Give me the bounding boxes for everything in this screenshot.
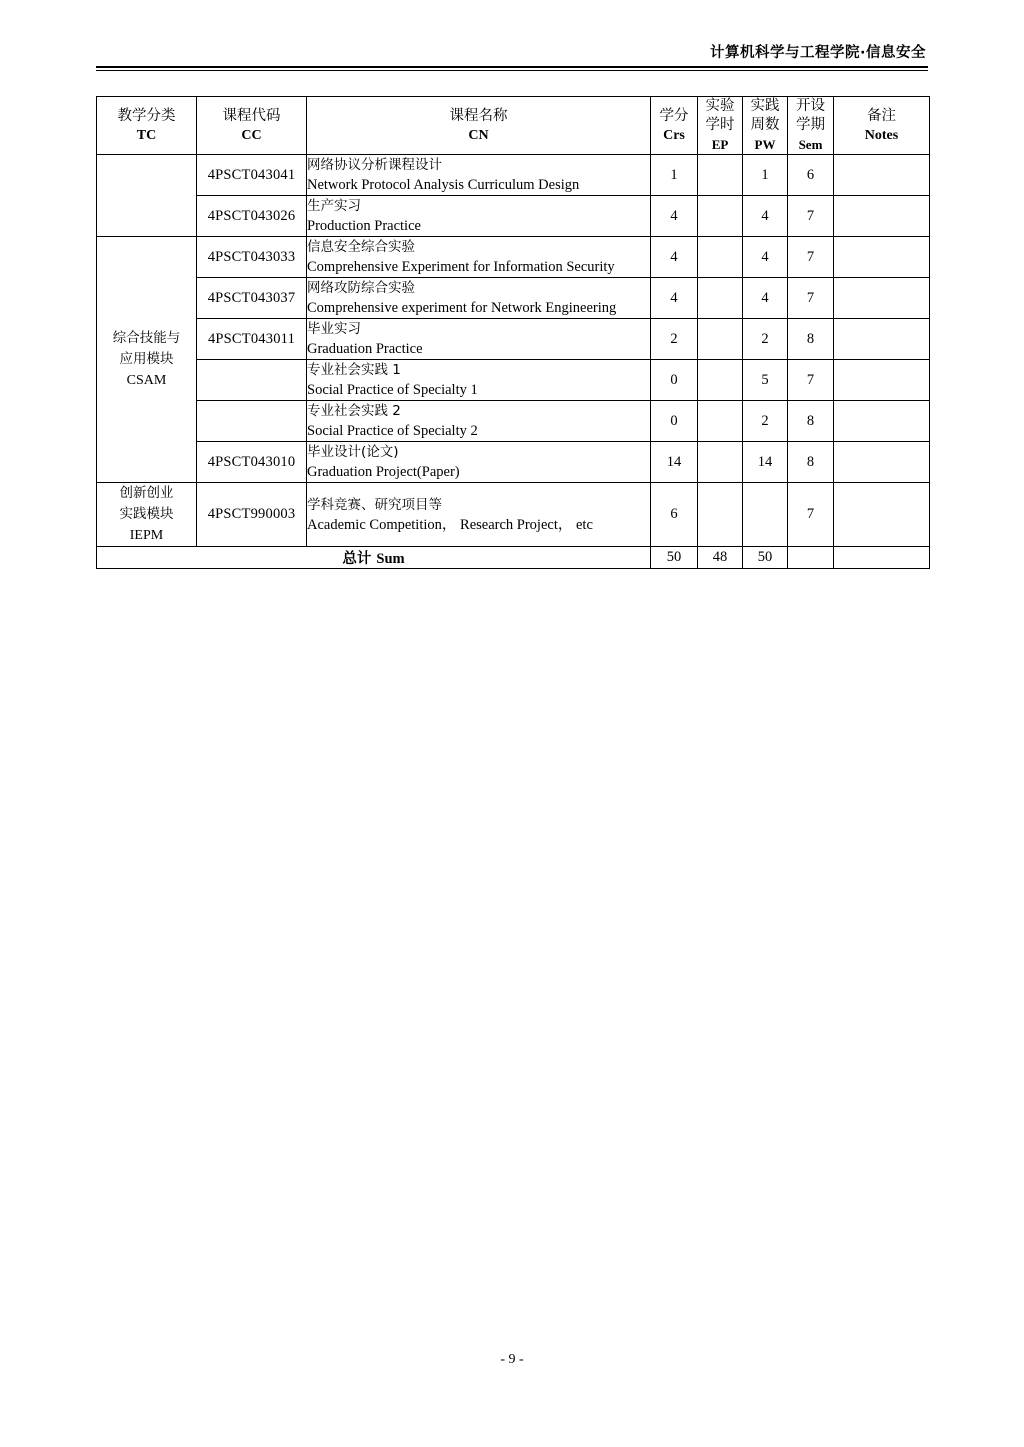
practice-weeks: 5: [743, 360, 788, 401]
course-name-en: Academic Competition， Research Project， etc: [307, 516, 593, 533]
credits: 6: [651, 483, 698, 547]
module-cell-csam: [97, 237, 197, 483]
semester: 7: [788, 237, 834, 278]
course-code: [197, 360, 307, 401]
table-row: [97, 196, 930, 237]
col-header-crs: 学分 Crs: [651, 97, 698, 155]
course-name-en: Social Practice of Specialty 1: [307, 382, 478, 398]
notes: [834, 196, 930, 237]
credits: 1: [651, 155, 698, 196]
notes: [834, 237, 930, 278]
practice-weeks: [743, 483, 788, 547]
col-header-pw: 实践 周数 PW: [743, 97, 788, 155]
practice-weeks: 4: [743, 196, 788, 237]
col-header-sem: 开设 学期 Sem: [788, 97, 834, 155]
sum-semester: [788, 547, 834, 569]
sum-practice-weeks: 50: [743, 547, 788, 569]
course-code: 4PSCT043026: [197, 196, 307, 237]
course-name: [307, 483, 651, 547]
table-row: [97, 442, 930, 483]
table-row: [97, 278, 930, 319]
module-label-en: CSAM: [126, 373, 167, 388]
table-row: [97, 360, 930, 401]
course-name: [307, 278, 651, 319]
course-name-en: Comprehensive experiment for Network Engineering: [307, 300, 617, 316]
module-label-en: IEPM: [129, 528, 164, 543]
curriculum-table: [96, 96, 930, 569]
practice-weeks: 2: [743, 319, 788, 360]
course-name-cn: 毕业实习: [307, 321, 361, 337]
notes: [834, 483, 930, 547]
semester: 7: [788, 278, 834, 319]
table-row: [97, 237, 930, 278]
course-name: [307, 155, 651, 196]
module-label-cn-line1: 创新创业: [119, 485, 174, 501]
course-name: [307, 442, 651, 483]
course-name: [307, 196, 651, 237]
course-name-cn: 毕业设计(论文): [307, 444, 399, 460]
credits: 4: [651, 196, 698, 237]
page-footer: [0, 1352, 1024, 1368]
course-name-cn: 网络协议分析课程设计: [307, 157, 442, 173]
practice-weeks: 4: [743, 237, 788, 278]
col-header-cn: 课程名称 CN: [307, 97, 651, 155]
practice-weeks: 1: [743, 155, 788, 196]
sum-notes: [834, 547, 930, 569]
course-code: [197, 401, 307, 442]
experiment-period: [698, 196, 743, 237]
semester: 7: [788, 196, 834, 237]
experiment-period: [698, 237, 743, 278]
credits: 0: [651, 360, 698, 401]
course-name-cn: 学科竞赛、研究项目等: [307, 496, 442, 513]
experiment-period: [698, 278, 743, 319]
notes: [834, 360, 930, 401]
experiment-period: [698, 442, 743, 483]
course-name: [307, 319, 651, 360]
semester: 8: [788, 401, 834, 442]
credits: 4: [651, 278, 698, 319]
sum-label-cn: 总计: [342, 551, 372, 567]
header-divider: [96, 66, 928, 71]
module-label-cn-line2: 实践模块: [119, 506, 174, 522]
table-row: [97, 483, 930, 547]
credits: 4: [651, 237, 698, 278]
semester: 7: [788, 360, 834, 401]
experiment-period: [698, 401, 743, 442]
module-label-cn-line2: 应用模块: [119, 351, 174, 367]
notes: [834, 401, 930, 442]
credits: 2: [651, 319, 698, 360]
table-row: [97, 155, 930, 196]
course-name-cn: 专业社会实践 2: [307, 403, 401, 419]
module-cell-empty: [97, 155, 197, 237]
semester: 7: [788, 483, 834, 547]
course-name-en: Production Practice: [307, 218, 421, 234]
course-name-en: Graduation Practice: [307, 341, 423, 357]
credits: 14: [651, 442, 698, 483]
notes: [834, 155, 930, 196]
module-label-cn-line1: 综合技能与: [112, 330, 181, 346]
course-code: 4PSCT043037: [197, 278, 307, 319]
col-header-ep: 实验 学时 EP: [698, 97, 743, 155]
practice-weeks: 14: [743, 442, 788, 483]
course-name-cn: 专业社会实践 1: [307, 362, 401, 378]
practice-weeks: 2: [743, 401, 788, 442]
course-name-en: Graduation Project(Paper): [307, 464, 460, 480]
course-name: [307, 360, 651, 401]
course-code: 4PSCT990003: [197, 483, 307, 547]
sum-credits: 50: [651, 547, 698, 569]
course-name-cn: 信息安全综合实验: [307, 239, 415, 255]
curriculum-table-container: [96, 96, 929, 569]
col-header-cc: 课程代码 CC: [197, 97, 307, 155]
table-row: [97, 319, 930, 360]
experiment-period: [698, 483, 743, 547]
table-row: [97, 401, 930, 442]
course-name-en: Network Protocol Analysis Curriculum Design: [307, 177, 580, 193]
module-cell-iepm: [97, 483, 197, 547]
semester: 8: [788, 442, 834, 483]
course-name-cn: 网络攻防综合实验: [307, 280, 415, 296]
credits: 0: [651, 401, 698, 442]
semester: 6: [788, 155, 834, 196]
table-sum-row: [97, 547, 930, 569]
page-number: - 9 -: [500, 1352, 524, 1367]
page-header: [96, 44, 928, 71]
semester: 8: [788, 319, 834, 360]
course-name-en: Social Practice of Specialty 2: [307, 423, 478, 439]
table-header-row: [97, 97, 930, 155]
col-header-notes: 备注 Notes: [834, 97, 930, 155]
course-name-cn: 生产实习: [307, 198, 361, 214]
experiment-period: [698, 155, 743, 196]
experiment-period: [698, 319, 743, 360]
experiment-period: [698, 360, 743, 401]
course-code: 4PSCT043033: [197, 237, 307, 278]
course-name-en: Comprehensive Experiment for Information Security: [307, 259, 615, 275]
course-code: 4PSCT043010: [197, 442, 307, 483]
course-name: [307, 237, 651, 278]
notes: [834, 278, 930, 319]
practice-weeks: 4: [743, 278, 788, 319]
notes: [834, 319, 930, 360]
sum-label: [97, 547, 651, 569]
course-name: [307, 401, 651, 442]
notes: [834, 442, 930, 483]
sum-experiment-period: 48: [698, 547, 743, 569]
course-code: 4PSCT043011: [197, 319, 307, 360]
course-code: 4PSCT043041: [197, 155, 307, 196]
header-title: 计算机科学与工程学院·信息安全: [709, 45, 926, 61]
col-header-tc: 教学分类 TC: [97, 97, 197, 155]
sum-label-en: Sum: [376, 551, 405, 567]
